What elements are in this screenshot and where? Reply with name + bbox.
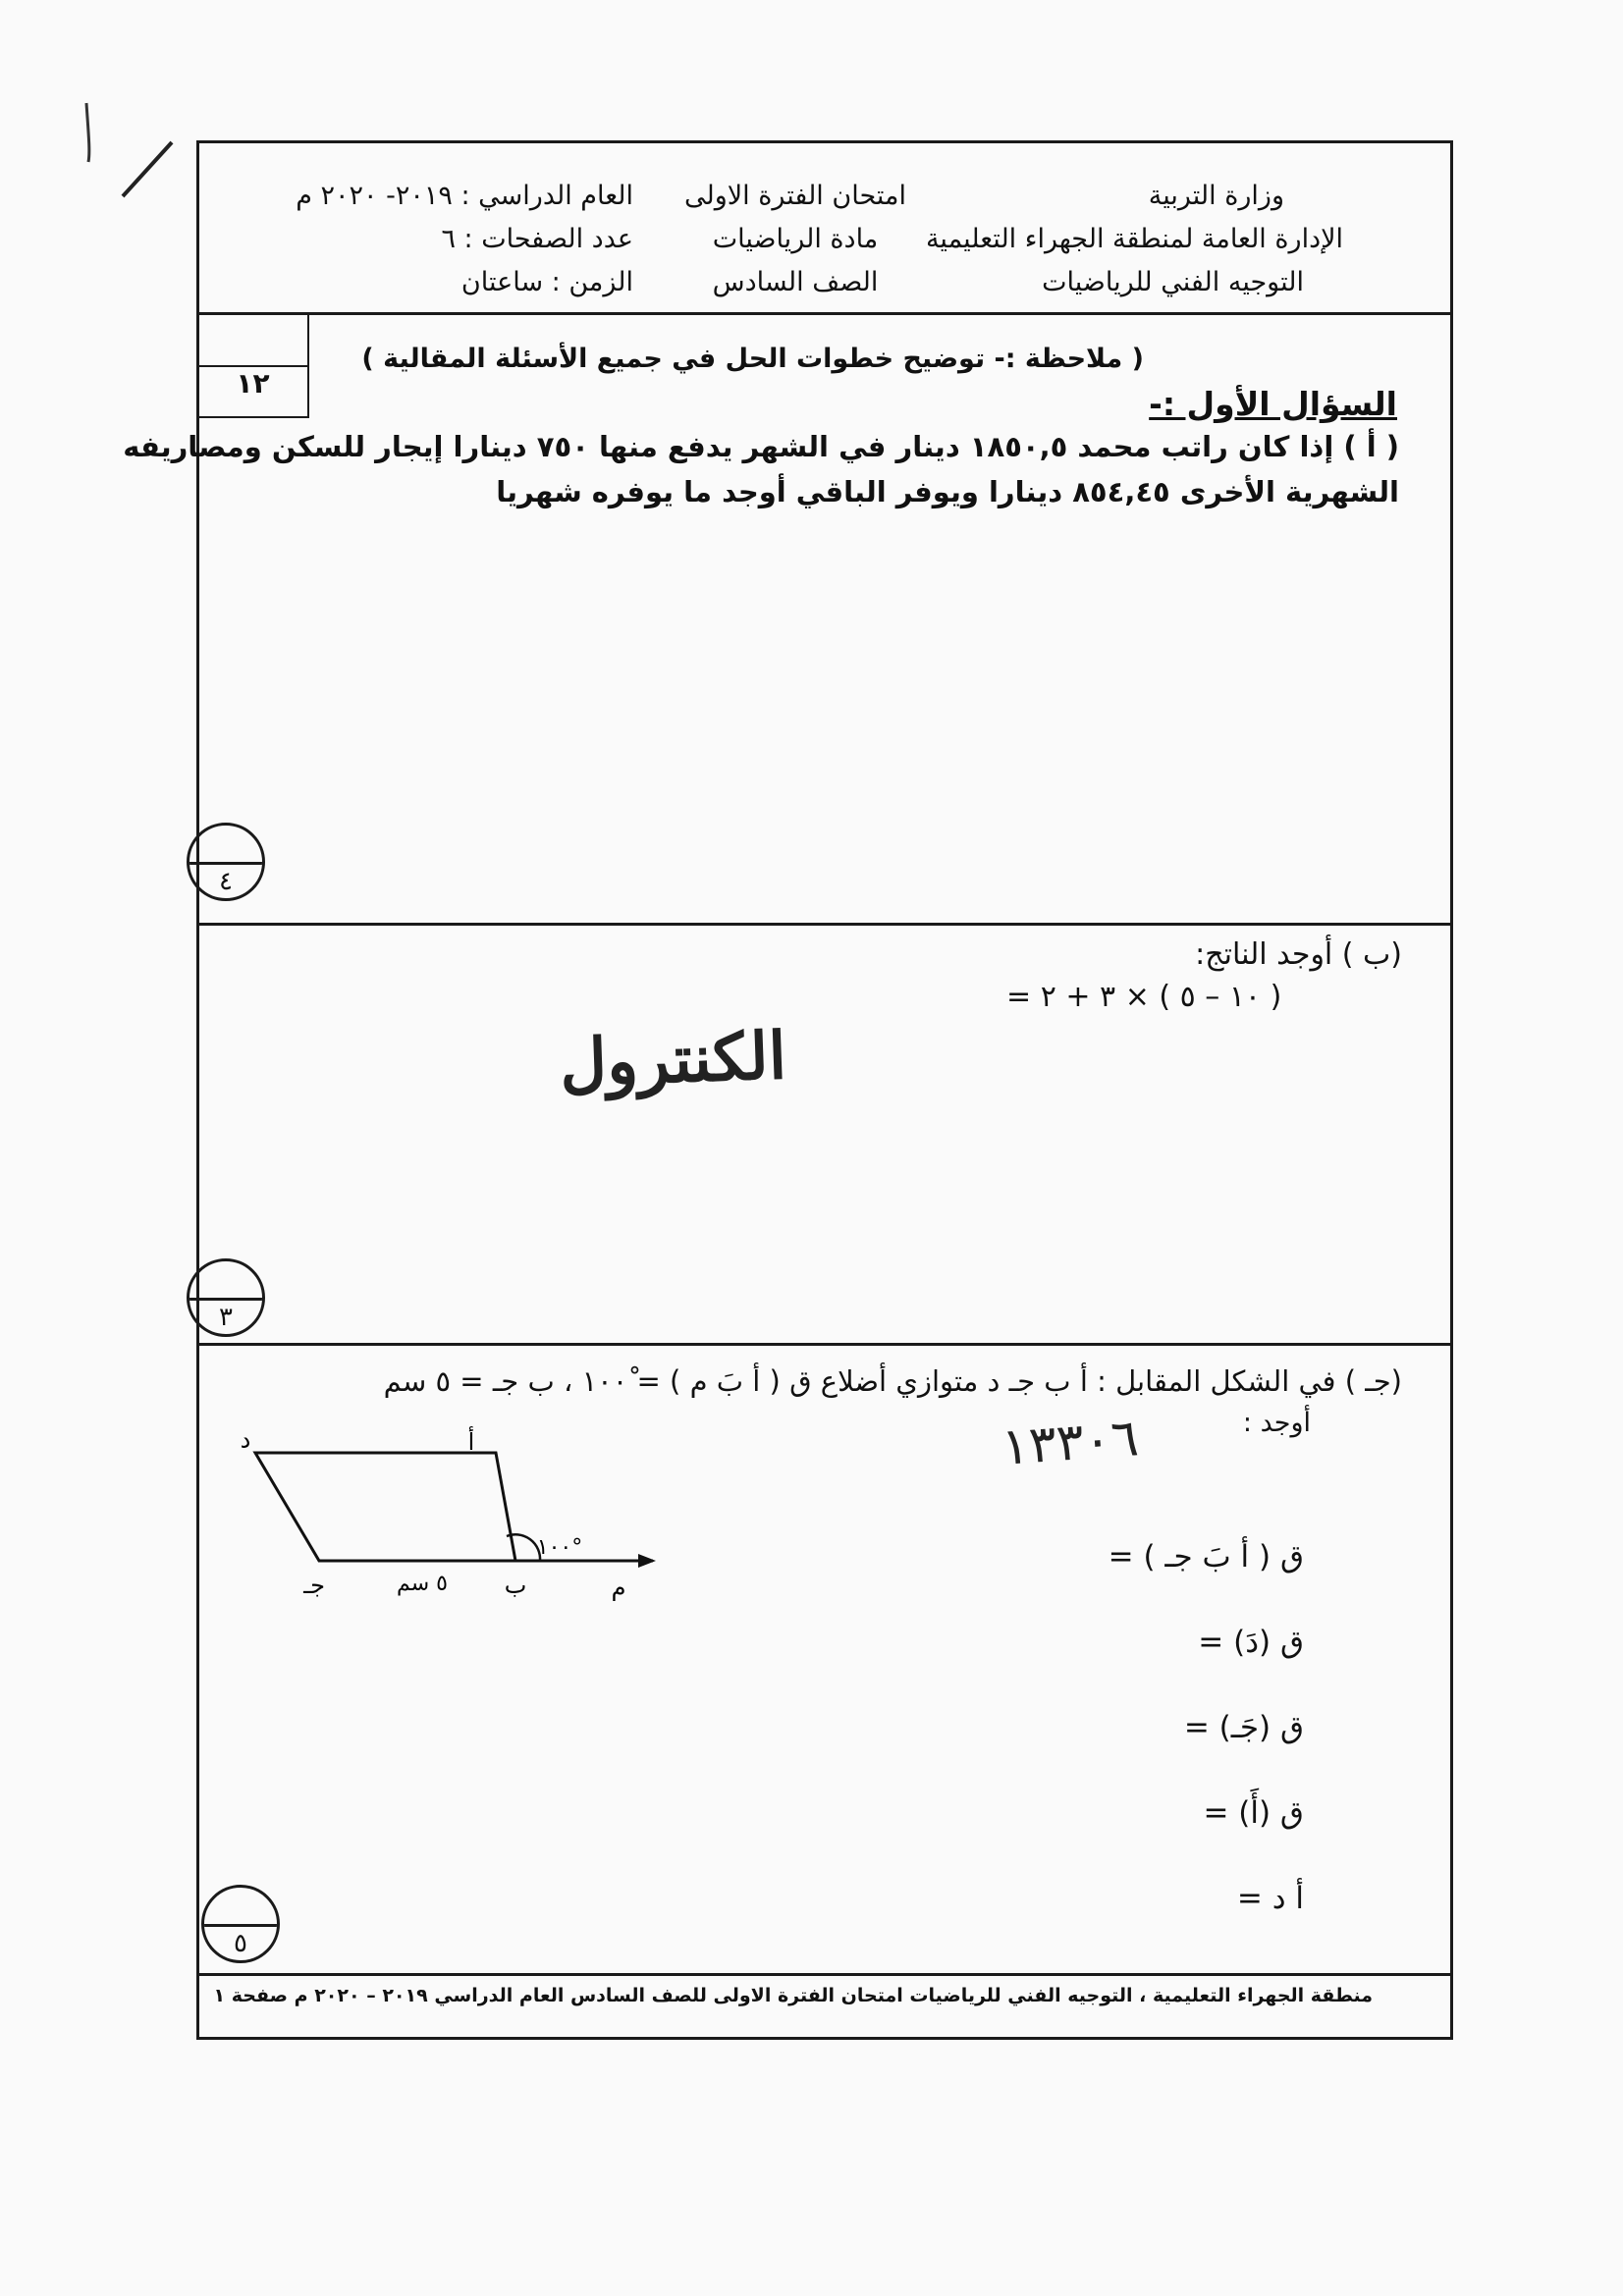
page-footer: منطقة الجهراء التعليمية ، التوجيه الفني للرياضيات امتحان الفترة الاولى للصف السادس العام الدراسي ٢٠١٩ – ٢٠٢٠ م صفحة ١	[213, 1985, 1373, 2006]
subject-name: مادة الرياضيات	[712, 224, 879, 254]
total-score: ١٢	[236, 367, 270, 400]
answer-side-ad: أ د =	[1236, 1881, 1304, 1916]
vertex-d-label: د	[240, 1426, 251, 1454]
vertex-j-label: جـ	[303, 1572, 325, 1599]
directorate-name: الإدارة العامة لمنطقة الجهراء التعليمية	[925, 224, 1343, 254]
parallelogram-figure	[221, 1418, 673, 1605]
academic-year: العام الدراسي : ٢٠١٩- ٢٠٢٠ م	[296, 181, 633, 211]
footer-divider	[196, 1973, 1453, 1976]
part-b-divider	[196, 1343, 1453, 1346]
instructions-note: ( ملاحظة :- توضيح خطوات الحل في جميع الأسئلة المقالية )	[361, 344, 1144, 374]
answer-angle-j: ق (جَـ) =	[1183, 1710, 1304, 1745]
part-c-mark: ٥	[234, 1929, 247, 1958]
vertex-b-label: ب	[504, 1572, 527, 1599]
total-score-box	[196, 312, 309, 418]
point-m-label: م	[611, 1574, 626, 1601]
control-stamp: الكنترول	[558, 1016, 788, 1102]
grade-name: الصف السادس	[712, 267, 879, 297]
part-a-mark: ٤	[219, 867, 233, 896]
handwritten-code: ١٣٣٠٦	[1000, 1409, 1141, 1477]
pen-mark-decoration	[79, 93, 177, 201]
side-length-label: ٥ سم	[397, 1572, 448, 1596]
ministry-name: وزارة التربية	[1148, 181, 1284, 211]
part-b-expression: ( ١٠ – ٥ ) × ٣ + ٢ =	[1006, 980, 1282, 1014]
part-a-line-1: ( أ ) إذا كان راتب محمد ١٨٥٠,٥ دينار في الشهر يدفع منها ٧٥٠ دينارا إيجار للسكن ومصاريفه	[123, 430, 1399, 463]
question-one-title: السؤال الأول :-	[1149, 385, 1397, 423]
part-b-label: (ب ) أوجد الناتج:	[1195, 937, 1402, 972]
answer-angle-d: ق (دَ) =	[1198, 1625, 1304, 1660]
angle-label: ١٠٠°	[536, 1535, 583, 1560]
answer-angle-a: ق (أَ) =	[1203, 1795, 1304, 1831]
part-b-mark-circle	[187, 1258, 265, 1337]
part-a-line-2: الشهرية الأخرى ٨٥٤,٤٥ دينارا ويوفر الباقي أوجد ما يوفره شهريا	[496, 475, 1399, 508]
part-c-line-1: (جـ ) في الشكل المقابل : أ ب جـ د متوازي أضلاع ق ( أ بَ م ) = ١٠٠ْ ، ب جـ = ٥ سم	[383, 1364, 1402, 1398]
answer-angle-abj: ق ( أ بَ جـ ) =	[1108, 1539, 1304, 1575]
part-a-divider	[196, 923, 1453, 926]
header-divider	[196, 312, 1453, 315]
part-c-mark-circle	[201, 1885, 280, 1963]
exam-name: امتحان الفترة الاولى	[683, 181, 906, 211]
part-a-mark-circle	[187, 823, 265, 901]
part-c-find-label: أوجد :	[1242, 1408, 1311, 1438]
header-right-block	[925, 175, 1343, 304]
header-center-block	[648, 175, 943, 304]
exam-page-frame	[196, 140, 1453, 2040]
part-b-mark: ٣	[219, 1303, 233, 1332]
vertex-a-label: أ	[467, 1428, 475, 1456]
page-count: عدد الصفحات : ٦	[441, 224, 633, 254]
header-left-block	[211, 175, 633, 304]
department-name: التوجيه الفني للرياضيات	[1042, 267, 1304, 297]
exam-duration: الزمن : ساعتان	[460, 267, 633, 297]
